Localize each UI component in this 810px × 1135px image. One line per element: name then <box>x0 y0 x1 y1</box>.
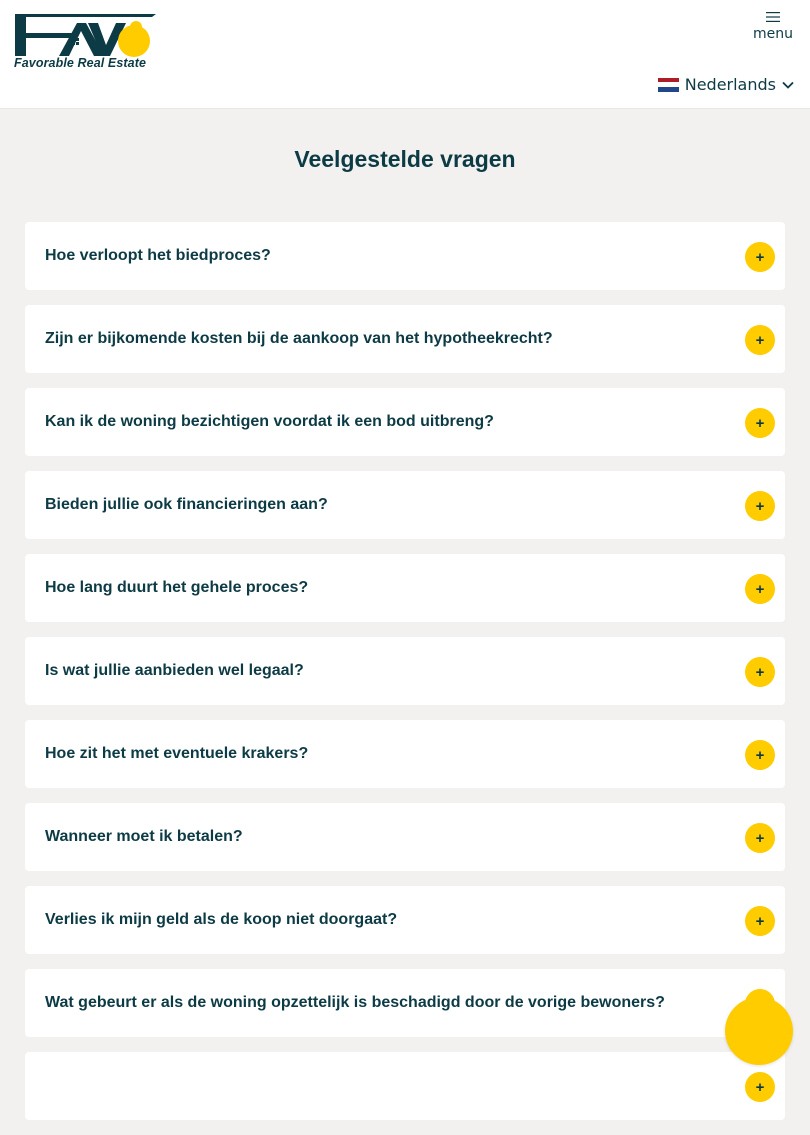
plus-icon[interactable]: + <box>745 325 775 355</box>
faq-question: Is wat jullie aanbieden wel legaal? <box>45 662 304 679</box>
menu-button[interactable] <box>752 10 794 50</box>
faq-question: Wanneer moet ik betalen? <box>45 828 243 845</box>
page-title: Veelgestelde vragen <box>294 146 516 172</box>
logo-text: Favorable Real Estate <box>14 56 147 70</box>
faq-item[interactable] <box>25 388 785 456</box>
faq-item[interactable] <box>25 305 785 373</box>
faq-list <box>25 222 785 1135</box>
faq-item[interactable] <box>25 554 785 622</box>
plus-icon[interactable]: + <box>745 823 775 853</box>
faq-question: Verlies ik mijn geld als de koop niet doorgaat? <box>45 911 398 928</box>
plus-icon[interactable]: + <box>745 906 775 936</box>
netherlands-flag-icon <box>658 78 679 92</box>
plus-icon[interactable]: + <box>745 657 775 687</box>
language-label: Nederlands <box>684 75 776 94</box>
faq-item[interactable] <box>25 720 785 788</box>
faq-question: Hoe lang duurt het gehele proces? <box>45 579 309 596</box>
plus-icon[interactable]: + <box>745 740 775 770</box>
faq-item[interactable] <box>25 803 785 871</box>
menu-label: menu <box>753 26 793 42</box>
faq-item[interactable] <box>25 471 785 539</box>
plus-icon[interactable]: + <box>745 408 775 438</box>
faq-question: Zijn er bijkomende kosten bij de aankoop van het hypotheekrecht? <box>45 330 553 347</box>
chevron-down-icon <box>782 81 794 89</box>
faq-question: Hoe zit het met eventuele krakers? <box>45 745 309 762</box>
faq-question: Hoe verloopt het biedproces? <box>45 247 271 264</box>
plus-icon[interactable]: + <box>745 1072 775 1102</box>
faq-item[interactable] <box>25 1052 785 1120</box>
chat-widget-button[interactable] <box>725 997 793 1065</box>
faq-question: Wat gebeurt er als de woning opzettelijk is beschadigd door de vorige bewoners? <box>45 994 665 1011</box>
language-selector[interactable] <box>658 75 794 94</box>
plus-icon[interactable]: + <box>745 491 775 521</box>
faq-item[interactable] <box>25 222 785 290</box>
hamburger-icon <box>766 12 780 22</box>
faq-question: Kan ik de woning bezichtigen voordat ik een bod uitbreng? <box>45 413 494 430</box>
site-header <box>0 0 810 109</box>
faq-item[interactable] <box>25 886 785 954</box>
plus-icon[interactable]: + <box>745 242 775 272</box>
faq-item[interactable] <box>25 969 785 1037</box>
plus-icon[interactable]: + <box>745 574 775 604</box>
faq-question: Bieden jullie ook financieringen aan? <box>45 496 328 513</box>
faq-item[interactable] <box>25 637 785 705</box>
